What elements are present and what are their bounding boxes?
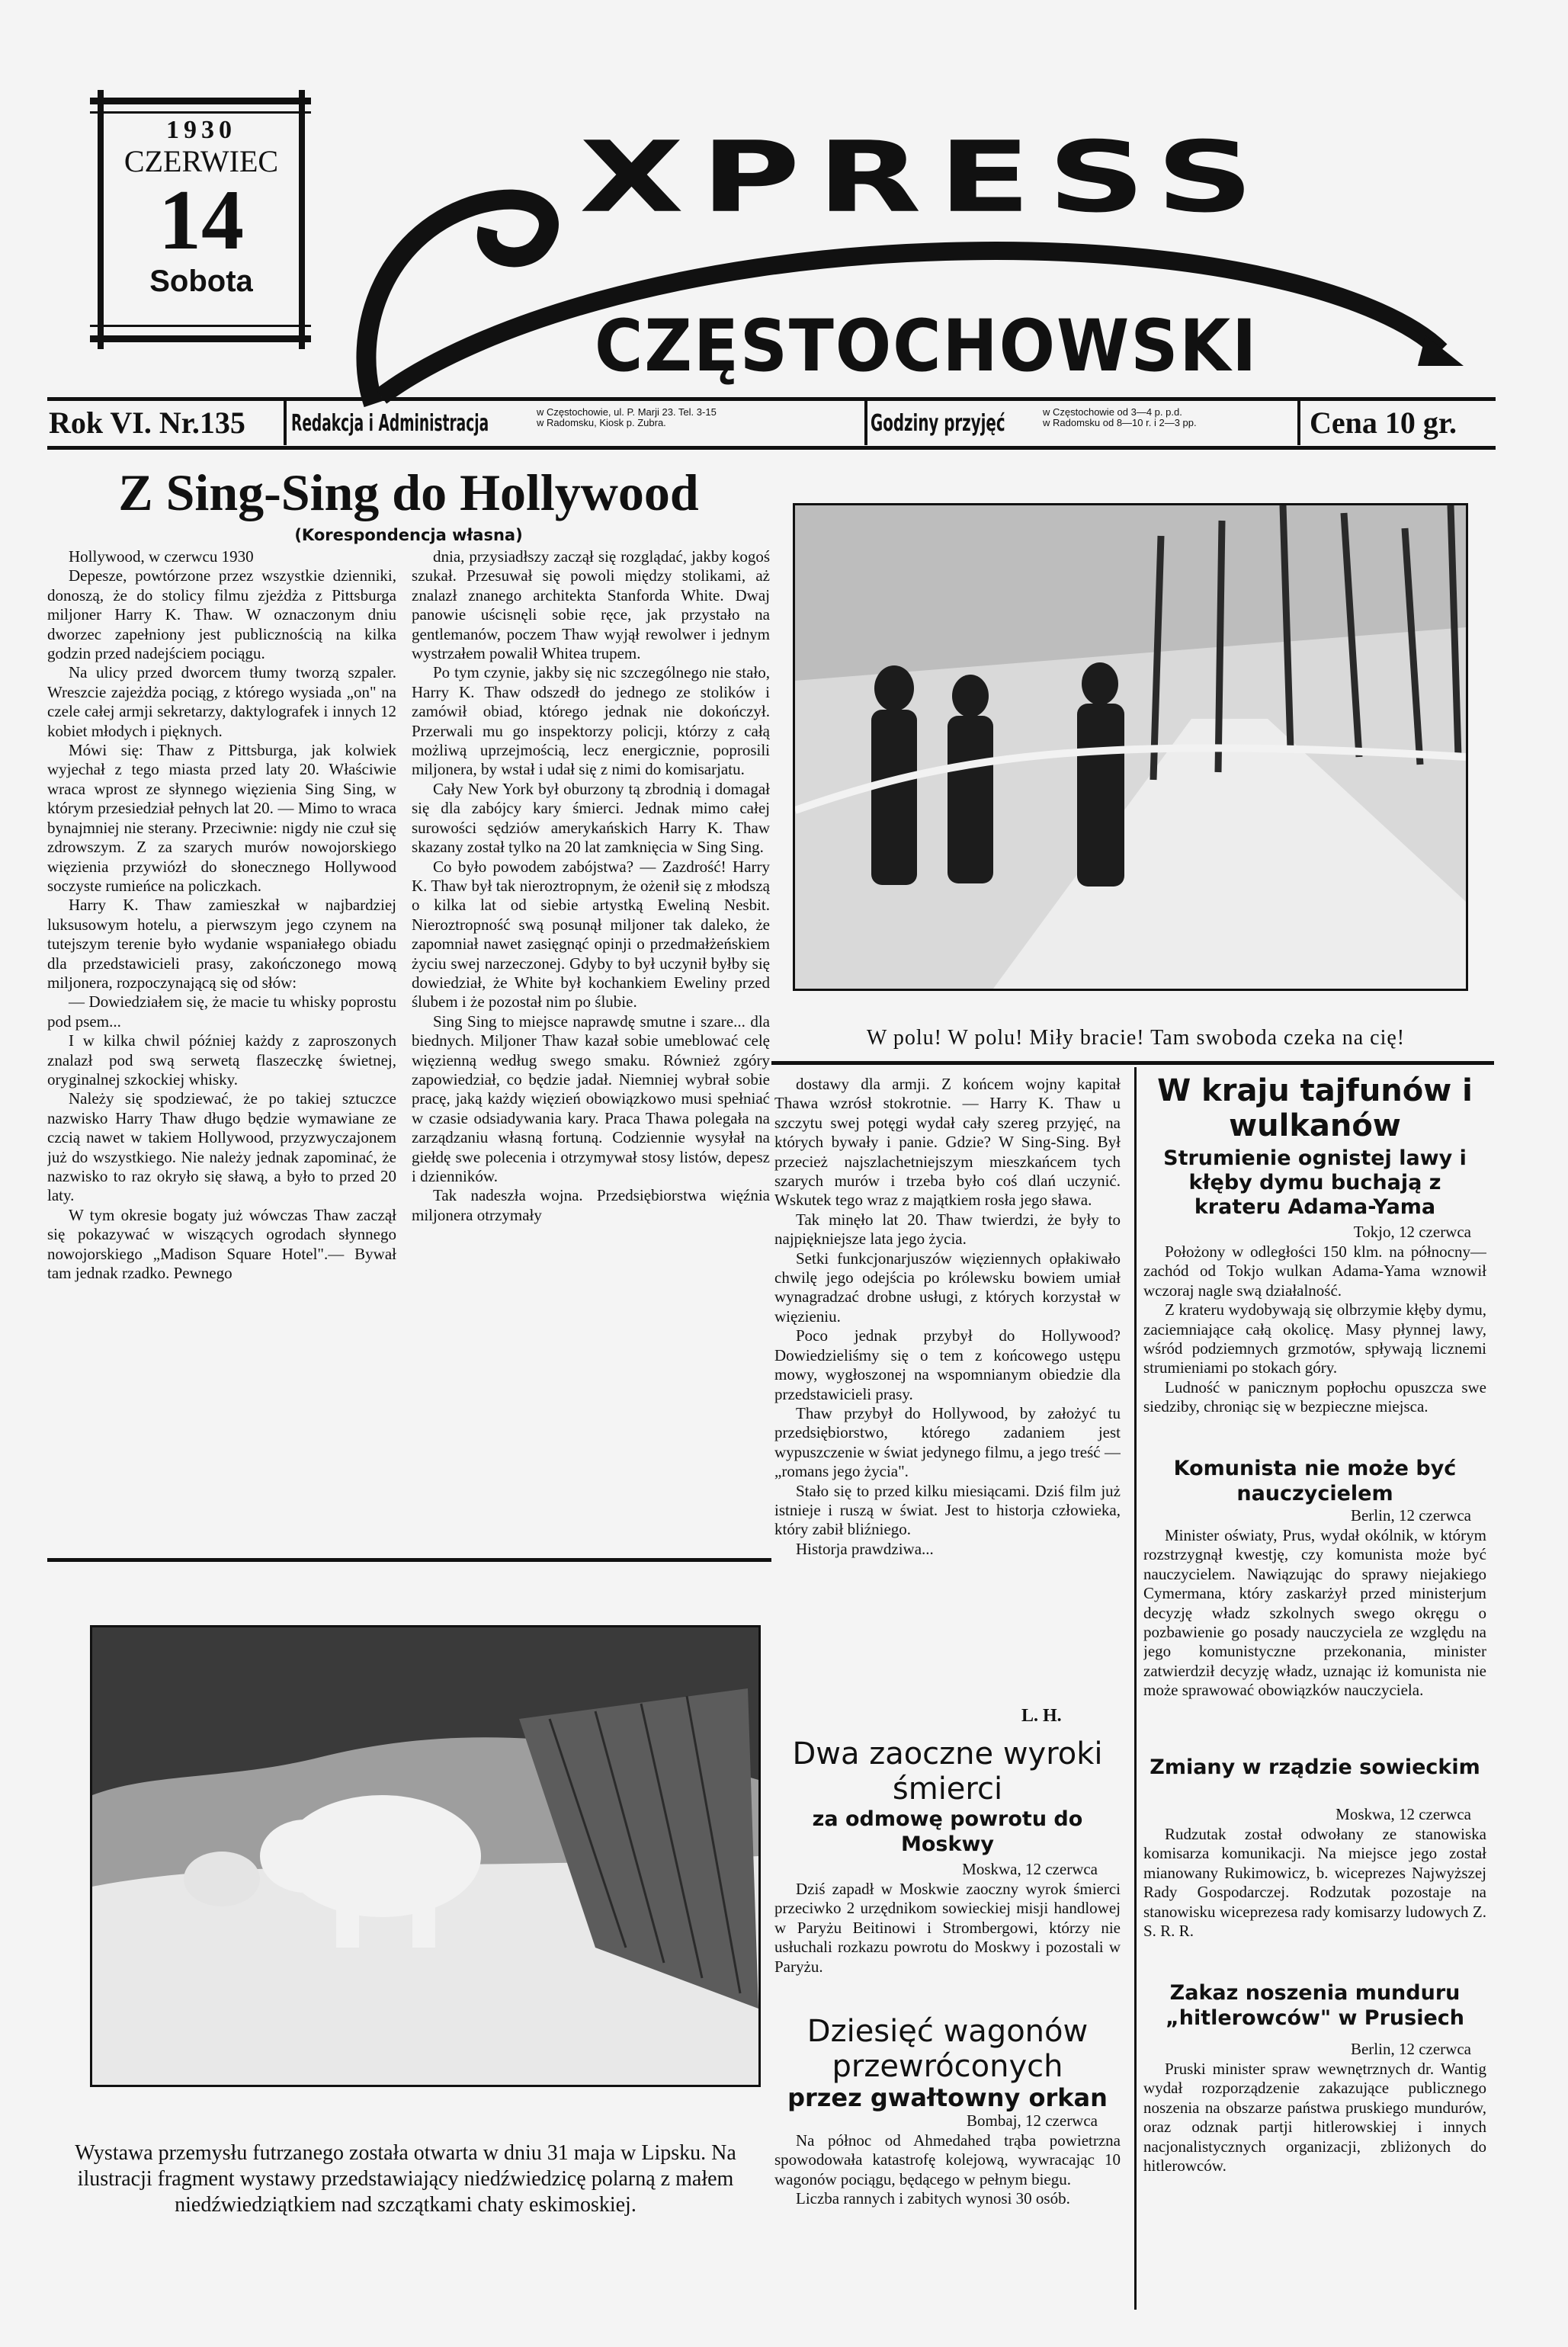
- office-address-radomsko: w Radomsku, Kiosk p. Zubra.: [537, 417, 666, 428]
- issue-number: Rok VI. Nr.135: [49, 406, 245, 440]
- government-changes-dateline: Moskwa, 12 czerwca: [1336, 1805, 1471, 1823]
- typhoon-dateline: Tokjo, 12 czerwca: [1353, 1223, 1471, 1241]
- wagons-headline: Dziesięć wagonów przewróconych: [806, 2014, 1089, 2084]
- paragraph: Z krateru wydobywają się olbrzymie kłęby dymu, zaciemniające całą okolicę. Masy płynnej lawy, wśród podziemnych grzmotów, spływają licznemi strumieniami po stokach góry.: [1143, 1300, 1486, 1377]
- wagons-body: [774, 2131, 1121, 2284]
- typhoon-subhead: Strumienie ognistej lawy i kłęby dymu buchają z krateru Adama-Yama: [1163, 1146, 1467, 1219]
- logo-subtitle: CZĘSTOCHOWSKI: [595, 305, 1259, 388]
- paragraph: Po tym czynie, jakby się nic szczególnego nie stało, Harry K. Thaw odszedł do jednego ze stolików i zamówił obiad, którego jednak nie dokończył. Przerwali mu go inspektorzy policji, którzy z całą możliwą uprzejmością, lecz energicznie, poprosili miljonera, by wstał i udał się z nimi do komisarjatu.: [412, 663, 770, 779]
- paragraph: Na północ od Ahmedahed trąba powietrzna spowodowała katastrofę kolejową, wywracając 10 wagonów pociągu, będącego w pełnym biegu.: [774, 2131, 1121, 2188]
- price: Cena 10 gr.: [1310, 406, 1457, 440]
- paragraph: Co było powodem zabójstwa? — Zazdrość! Harry K. Thaw był tak nieroztropnym, że ożenił się z młodszą o kilka lat od siebie artystką Eweliną Nesbit. Nieroztropność swą posunął miljoner tak daleko, że zapomniał nawet zasięgnąć opinji o przedmałżeńskiem życiu swej narzeczonej. Gdyby to był uczynił byłby się dowiedział, że White był kochankiem Eweliny przed ślubem i że pozostał nim po ślubie.: [412, 857, 770, 1012]
- office-label: Redakcja i Administracja: [291, 410, 489, 437]
- paragraph: Tak minęło lat 20. Thaw twierdzi, że były to najpiękniejsze lata jego życia.: [774, 1210, 1121, 1249]
- article-signature: L. H.: [1021, 1706, 1062, 1726]
- paragraph: Stało się to przed kilku miesiącami. Dziś film już istnieje i ruszą w świat. Jest to historja człowieka, który zabił bliźniego.: [774, 1481, 1121, 1539]
- uniform-ban-body: [1143, 2060, 1486, 2258]
- paragraph: Cały New York był oburzony tą zbrodnią i domagał się dla zabójcy kary śmierci. Jednak mimo całej surowości sędziów amerykańskich Harry K. Thaw skazany został tylko na 20 lat zamknięcia w Sing Sing.: [412, 779, 770, 857]
- paragraph: dnia, przysiadłszy zaczął się rozglądać, jakby kogoś szukał. Przesuwał się powoli między stolikami, aż znalazł znanego architekta Stanforda White. Dwaj panowie uścisnęli sobie ręce, jak przystało na gentlemanów, poczem Thaw wyjął rewolwer i jednym wystrzałem powalił Whitea trupem.: [412, 547, 770, 663]
- death-sentence-dateline: Moskwa, 12 czerwca: [962, 1860, 1098, 1878]
- paragraph: Historja prawdziwa...: [796, 1539, 934, 1558]
- paragraph: dostawy dla armji. Z końcem wojny kapitał Thawa wzrósł stokrotnie. — Harry K. Thaw u szczytu swej potęgi wydał cały szereg przyjęć, na których bywały i panie. Gdzie? W Sing-Sing. Był przecież najszlachetniejszym mieszkańcem tych szarych murów i trzeba było coś dlań uczynić. Wskutek tego wraz z majątkiem rosła jego sława.: [774, 1075, 1121, 1210]
- paragraph: Hollywood, w czerwcu 1930: [69, 547, 254, 566]
- paragraph: Tak nadeszła wojna. Przedsiębiorstwa więźnia miljonera otrzymały: [412, 1186, 770, 1224]
- wagons-dateline: Bombaj, 12 czerwca: [966, 2111, 1098, 2130]
- hours-label: Godziny przyjęć: [871, 410, 1005, 437]
- photo-travelers: [793, 503, 1468, 991]
- paragraph: Należy się spodziewać, że po takiej sztuczce nazwisko Harry Thaw długo będzie wymawiane ze czcią nawet w takiem Hollywood, przyzwyczajonem już do wszystkiego. Nie należy jednak zapominać, że nazwisko to raz okryło się sławą, a było to przed 20 laty.: [47, 1089, 396, 1205]
- paragraph: — Dowiedziałem się, że macie tu whisky poprostu pod psem...: [47, 992, 396, 1031]
- paragraph: Rudzutak został odwołany ze stanowiska komisarza komunikacji. Na miejsce jego został mianowany Rukimowicz, b. wiceprezes Najwyższej Rady Gospodarczej. Rodzutak pozostaje na stanowisku wiceprezesa rady komisarzy ludowych Z. S. R. R.: [1143, 1825, 1486, 1941]
- paragraph: Ludność w panicznym popłochu opuszcza swe siedziby, chroniąc się w bezpieczne miejsca.: [1143, 1377, 1486, 1416]
- uniform-ban-headline: Zakaz noszenia munduru „hitlerowców" w Prusiech: [1165, 1981, 1464, 2030]
- paragraph: Depesze, powtórzone przez wszystkie dzienniki, donoszą, że do stolicy filmu zjeżdża z Pittsburga miljoner Harry K. Thaw. W oznaczonym dniu dworzec zapełniony jest publicznością na kilka godzin przed nadejściem pociągu.: [47, 566, 396, 663]
- paragraph: Położony w odległości 150 klm. na północny—zachód od Tokjo wulkan Adama-Yama wznowił wczoraj nagle swą działalność.: [1143, 1242, 1486, 1300]
- government-changes-body: [1143, 1825, 1486, 1970]
- government-changes-headline: Zmiany w rządzie sowieckim: [1150, 1755, 1480, 1779]
- wagons-subhead: przez gwałtowny orkan: [787, 2083, 1108, 2112]
- article-column-2: [412, 547, 770, 1782]
- date-day: 14: [159, 173, 244, 268]
- hours-radomsko: w Radomsku od 8—10 r. i 2—3 pp.: [1043, 417, 1197, 428]
- uniform-ban-dateline: Berlin, 12 czerwca: [1350, 2040, 1471, 2058]
- typhoon-body: [1143, 1242, 1486, 1464]
- date-year: 1930: [166, 116, 236, 144]
- death-sentence-headline: Dwa zaoczne wyroki śmierci: [792, 1736, 1103, 1807]
- communist-headline: Komunista nie może być nauczycielem: [1173, 1457, 1457, 1505]
- communist-dateline: Berlin, 12 czerwca: [1350, 1506, 1471, 1525]
- article-headline: Z Sing-Sing do Hollywood: [118, 463, 699, 521]
- communist-body: [1143, 1526, 1486, 1747]
- date-box: [104, 114, 299, 325]
- office-address-czestochowa: w Częstochowie, ul. P. Marji 23. Tel. 3-15: [537, 406, 717, 418]
- paragraph: Poco jednak przybył do Hollywood? Dowiedzieliśmy się o tem z końcowego ustępu mowy, wygłoszonej na wspomnianym obiedzie dla przedstawicieli prasy.: [774, 1326, 1121, 1403]
- paragraph: Minister oświaty, Prus, wydał okólnik, w którym rozstrzygnął kwestję, czy komunista może być nauczycielem. Nawiązując do sprawy niejakiego Cymermana, który zaskarżył przed ministerjum decyzję władz szkolnych swego okręgu o pozbawienie go posady nauczyciela ze względu na jego komunistyczne przekonania, minister zatwierdził decyzję władz, uznając iż komunista nie może sprawować obowiązków nauczyciela.: [1143, 1526, 1486, 1700]
- photo-polar-bears-caption: Wystawa przemysłu futrzanego została otwarta w dniu 31 maja w Lipsku. Na ilustracji fragment wystawy przedstawiający niedźwiedzicę polarną z małem niedźwiedziątkiem nad szczątkami chaty eskimoskiej.: [75, 2141, 736, 2217]
- article-byline: (Korespondencja własna): [294, 526, 523, 544]
- paragraph: Setki funkcjonarjuszów więziennych opłakiwało chwilę jego odejścia po królewsku bowiem umiał wynagradzać drobne usługi, z których korzystał w więzieniu.: [774, 1249, 1121, 1326]
- date-weekday: Sobota: [149, 265, 253, 298]
- death-sentence-body: [774, 1880, 1121, 2009]
- photo-travelers-caption: W polu! W polu! Miły bracie! Tam swoboda czeka na cię!: [866, 1026, 1406, 1050]
- paragraph: W tym okresie bogaty już wówczas Thaw zaczął się pokazywać w wiszących ogrodach słynnego nowojorskiego „Madison Square Hotel".— Bywał tam jednak rzadko. Pewnego: [47, 1205, 396, 1283]
- logo-title: XPRESS: [579, 120, 1271, 234]
- article-column-3: [774, 1075, 1121, 1624]
- paragraph: Mówi się: Thaw z Pittsburga, jak kolwiek wyjechał z tego miasta przed laty 20. Właściwie wraca wprost ze słynnego więzienia Sing Sing, w którym przesiedział pełnych lat 20. — Mimo to wraca bynajmniej nie sterany. Przeciwnie: nigdy nie czuł się zdrowszym. Z za szarych murów nowojorskiego więzienia przywiózł do słonecznego Hollywood soczyste rumieńce na policzkach.: [47, 741, 396, 895]
- paragraph: Thaw przybył do Hollywood, by założyć tu przedsiębiorstwo, którego zadaniem jest wypuszczenie w świat jedynego filmu, a jego treść — „romans jego życia".: [774, 1403, 1121, 1481]
- paragraph: I w kilka chwil później każdy z zaproszonych znalazł pod swą serwetą flaszeczkę świetnej, oryginalnej szkockiej whisky.: [47, 1031, 396, 1089]
- photo-polar-bears: [90, 1625, 761, 2087]
- typhoon-headline: W kraju tajfunów i wulkanów: [1157, 1073, 1473, 1143]
- paragraph: Liczba rannych i zabitych wynosi 30 osób.: [796, 2189, 1070, 2208]
- paragraph: Dziś zapadł w Moskwie zaoczny wyrok śmierci przeciwko 2 urzędnikom sowieckiej misji handlowej w Paryżu Beitinowi i Strombergowi, którzy nie usłuchali rozkazu powrotu do Moskwy i pozostali w Paryżu.: [774, 1880, 1121, 1976]
- death-sentence-subhead: za odmowę powrotu do Moskwy: [812, 1807, 1083, 1856]
- paragraph: Harry K. Thaw zamieszkał w najbardziej luksusowym hotelu, a pierwszym jego czynem na tutejszym terenie było wydanie wspaniałego obiadu dla przedstawicieli prasy, zakończonego mową miljonera, rozpoczynającą się od słów:: [47, 896, 396, 992]
- date-month: CZERWIEC: [123, 144, 279, 178]
- paragraph: Na ulicy przed dworcem tłumy tworzą szpaler. Wreszcie zajeżdża pociąg, z którego wysiada „on" na czele całej armji sekretarzy, daktylografek i innych 12 kobiet młodych i pięknych.: [47, 663, 396, 740]
- paragraph: Pruski minister spraw wewnętrznych dr. Wantig wydał rozporządzenie zakazujące publicznego noszenia na obszarze państwa pruskiego mundurów, oraz odznak partji hitlerowskiej i innych nacjonalistycznych organizacji, zbliżonych do hitlerowców.: [1143, 2060, 1486, 2175]
- hours-czestochowa: w Częstochowie od 3—4 p. p.d.: [1043, 406, 1182, 418]
- paragraph: Sing Sing to miejsce naprawdę smutne i szare... dla biednych. Miljoner Thaw kazał sobie umeblować celę więzienną według swego smaku. Również zgóry zapowiedział, co będzie jadał. Niemniej wybrał sobie pracę, jaką każdy więzień obowiązkowo musi spełniać w czasie odsiadywania kary. Praca Thawa polegała na zarządzaniu własną fortuną. Codziennie wysyłał na giełdę swe polecenia i otrzymywał stosy listów, depesz i dzienników.: [412, 1012, 770, 1185]
- article-column-1: [47, 547, 396, 1782]
